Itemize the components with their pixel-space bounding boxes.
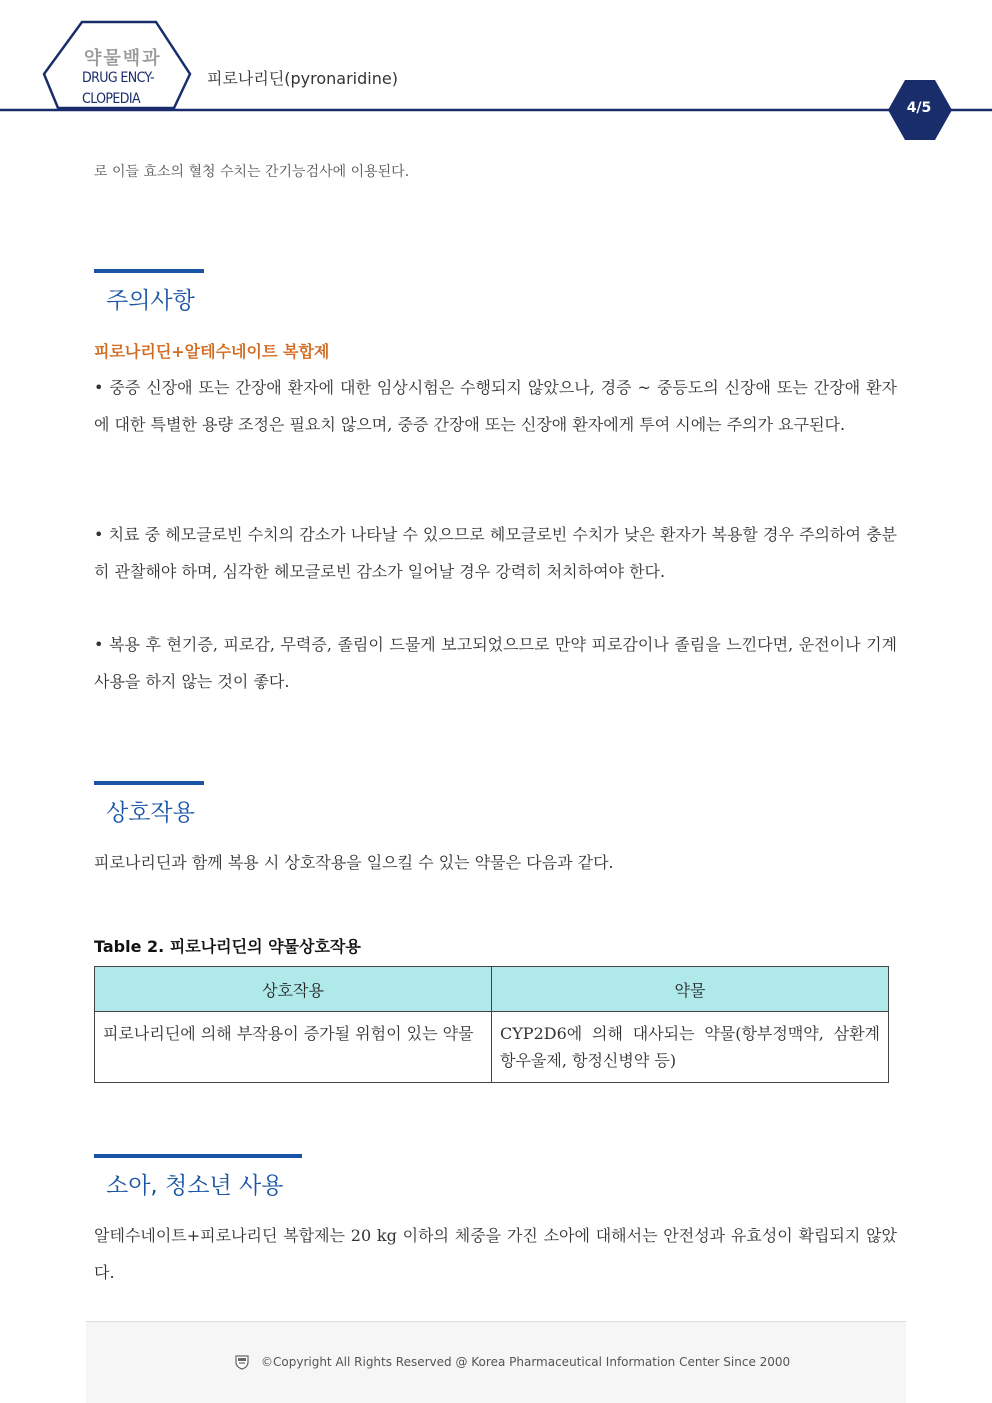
page-number: 4/5 — [906, 100, 932, 116]
precaution-bullet-1: • 중증 신장애 또는 간장애 환자에 대한 임상시험은 수행되지 않았으나, 경증 ~ 중등도의 신장애 또는 간장애 환자에 대한 특별한 용량 조정은 필요치 않으며, 중증 간장애 또는 신장애 환자에게 투여 시에는 주의가 요구된다. — [94, 378, 897, 434]
table-header-row — [95, 967, 889, 1012]
section-title-pediatric: 소아, 청소년 사용 — [106, 1173, 284, 1199]
page-footer — [86, 1321, 906, 1403]
page-header — [0, 0, 992, 140]
carry-over-paragraph: 로 이들 효소의 혈청 수치는 간기능검사에 이용된다. — [94, 164, 410, 180]
table-header-interaction: 상호작용 — [95, 967, 492, 1012]
shield-logo-icon — [234, 1354, 250, 1370]
precaution-bullet-2: • 치료 중 헤모글로빈 수치의 감소가 나타날 수 있으므로 헤모글로빈 수치가 낮은 환자가 복용할 경우 주의하여 충분히 관찰해야 하며, 심각한 헤모글로빈 감소가 일어날 경우 강력히 처치하여야 한다. — [94, 525, 897, 581]
logo-en-line2: CLOPEDIA — [82, 91, 141, 107]
table-cell-drug: CYP2D6에 의해 대사되는 약물(항부정맥약, 삼환계 항우울제, 항정신병약 등) — [492, 1012, 889, 1083]
table-row — [95, 1012, 889, 1083]
footer-copyright: ©Copyright All Rights Reserved @ Korea Pharmaceutical Information Center Since 2000 — [261, 1355, 791, 1369]
section-title-interactions: 상호작용 — [106, 800, 195, 826]
section-bar-interactions — [94, 781, 204, 785]
logo-english-text — [82, 68, 154, 110]
section-title-precautions: 주의사항 — [106, 288, 195, 314]
logo-en-line1: DRUG ENCY- — [82, 70, 154, 86]
interactions-intro: 피로나리딘과 함께 복용 시 상호작용을 일으킬 수 있는 약물은 다음과 같다. — [94, 853, 614, 872]
pediatric-paragraph: 알테수네이트+피로나리딘 복합제는 20 kg 이하의 체중을 가진 소아에 대해서는 안전성과 유효성이 확립되지 않았다. — [94, 1226, 897, 1282]
precaution-bullet-3: • 복용 후 현기증, 피로감, 무력증, 졸림이 드물게 보고되었으므로 만약 피로감이나 졸림을 느낀다면, 운전이나 기계 사용을 하지 않는 것이 좋다. — [94, 635, 897, 691]
table-cell-interaction: 피로나리딘에 의해 부작용이 증가될 위험이 있는 약물 — [95, 1012, 492, 1083]
table-caption: Table 2. 피로나리딘의 약물상호작용 — [94, 937, 361, 956]
precautions-subheading: 피로나리딘+알테수네이트 복합제 — [94, 342, 330, 361]
logo-korean-text: 약물백과 — [84, 48, 162, 69]
interaction-table — [94, 966, 889, 1083]
section-bar-precautions — [94, 269, 204, 273]
table-header-drug: 약물 — [492, 967, 889, 1012]
document-title: 피로나리딘(pyronaridine) — [207, 69, 398, 88]
section-bar-pediatric — [94, 1154, 302, 1158]
